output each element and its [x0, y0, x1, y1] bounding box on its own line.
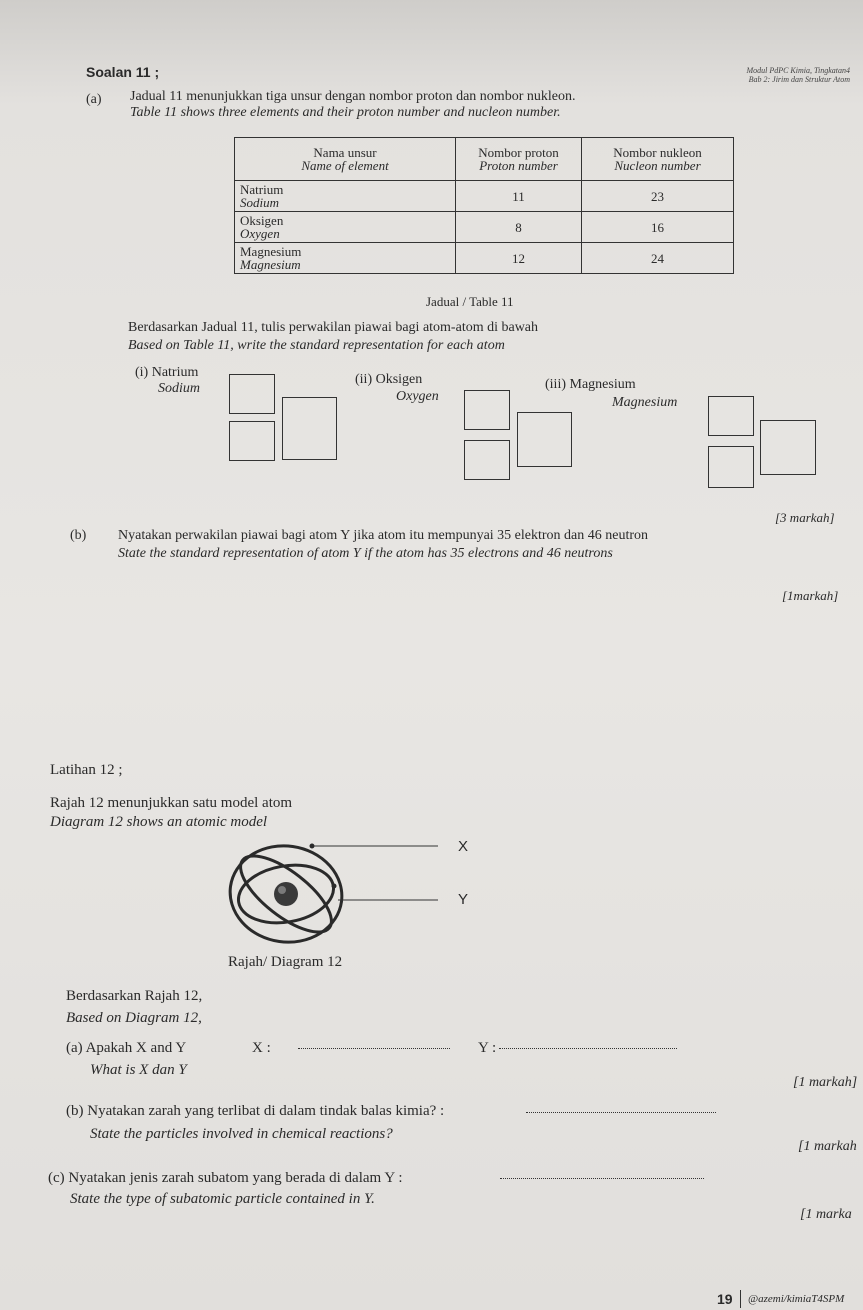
- header-nucleon: Nombor nukleon Nucleon number: [582, 138, 734, 181]
- module-header: Modul PdPC Kimia, Tingkatan4 Bab 2: Jirim dan Struktur Atom: [746, 66, 850, 84]
- sodium-nucleon-box[interactable]: [229, 374, 275, 414]
- magnesium-proton-box[interactable]: [708, 446, 754, 488]
- question-number: Soalan 11 ;: [86, 64, 160, 80]
- q12a-y-label: Y :: [478, 1040, 497, 1056]
- oxygen-proton-box[interactable]: [464, 440, 510, 480]
- q12a-x-label: X :: [252, 1040, 271, 1056]
- label-y: Y: [458, 891, 469, 908]
- atom-oxygen-label-en: Oxygen: [396, 389, 439, 404]
- q12c-text-ms: (c) Nyatakan jenis zarah subatom yang berada di dalam Y :: [48, 1170, 403, 1186]
- electron: [310, 844, 315, 849]
- q12b-text-ms: (b) Nyatakan zarah yang terlibat di dalam tindak balas kimia? :: [66, 1103, 445, 1119]
- footer-handle: @azemi/kimiaT4SPM: [748, 1293, 845, 1305]
- footer-divider: [740, 1290, 741, 1308]
- table-row: Magnesium Magnesium 12 24: [235, 243, 734, 274]
- table-row: Oksigen Oxygen 8 16: [235, 212, 734, 243]
- oxygen-symbol-box[interactable]: [517, 412, 572, 467]
- marks-12c: [1 marka: [800, 1207, 852, 1222]
- atom-magnesium-label-en: Magnesium: [612, 395, 678, 410]
- atom-oxygen-label: (ii) Oksigen: [355, 372, 423, 387]
- q11b-label: (b): [70, 528, 87, 543]
- exercise-intro-ms: Rajah 12 menunjukkan satu model atom: [50, 795, 293, 811]
- q11a-instruction-en: Based on Table 11, write the standard representation for each atom: [128, 338, 505, 353]
- table-11: [234, 137, 734, 274]
- q11b-text-en: State the standard representation of atom Y if the atom has 35 electrons and 46 neutrons: [118, 546, 613, 561]
- q11a-text-ms: Jadual 11 menunjukkan tiga unsur dengan nombor proton dan nombor nukleon.: [130, 89, 576, 104]
- q12c-text-en: State the type of subatomic particle contained in Y.: [70, 1191, 375, 1207]
- atom-sodium-label-en: Sodium: [158, 381, 200, 396]
- q12a-text-ms: (a) Apakah X and Y: [66, 1040, 187, 1056]
- answer-line-12c[interactable]: [500, 1178, 704, 1179]
- nucleus: [274, 882, 298, 906]
- label-x: X: [458, 838, 469, 855]
- answer-line-12b[interactable]: [526, 1112, 716, 1113]
- electron: [332, 884, 337, 889]
- table-row: Natrium Sodium 11 23: [235, 181, 734, 212]
- marks-12a: [1 markah]: [793, 1075, 858, 1090]
- q11a-text-en: Table 11 shows three elements and their proton number and nucleon number.: [130, 105, 561, 120]
- diagram-caption: Rajah/ Diagram 12: [228, 954, 343, 970]
- table-caption: Jadual / Table 11: [426, 294, 514, 309]
- exercise-title: Latihan 12 ;: [50, 762, 123, 778]
- magnesium-nucleon-box[interactable]: [708, 396, 754, 436]
- sodium-symbol-box[interactable]: [282, 397, 337, 460]
- nucleus-highlight: [278, 886, 286, 894]
- header-proton: Nombor proton Proton number: [456, 138, 582, 181]
- q12b-text-en: State the particles involved in chemical reactions?: [90, 1126, 393, 1142]
- q11a-label: (a): [86, 92, 102, 107]
- page-number: 19: [717, 1291, 733, 1307]
- marks-b: [1markah]: [782, 588, 839, 603]
- sodium-proton-box[interactable]: [229, 421, 275, 461]
- marks-12b: [1 markah: [798, 1139, 857, 1154]
- magnesium-symbol-box[interactable]: [760, 420, 816, 475]
- based-on-ms: Berdasarkan Rajah 12,: [66, 988, 203, 1004]
- atom-magnesium-label: (iii) Magnesium: [545, 377, 636, 392]
- exercise-intro-en: Diagram 12 shows an atomic model: [50, 814, 268, 830]
- q11b-text-ms: Nyatakan perwakilan piawai bagi atom Y jika atom itu mempunyai 35 elektron dan 46 neutron: [118, 528, 649, 543]
- atom-sodium-label: (i) Natrium: [135, 365, 199, 380]
- atomic-model-diagram: [226, 838, 476, 958]
- q11a-instruction-ms: Berdasarkan Jadual 11, tulis perwakilan piawai bagi atom-atom di bawah: [128, 320, 539, 335]
- header-element: Nama unsur Name of element: [235, 138, 456, 181]
- based-on-en: Based on Diagram 12,: [66, 1010, 202, 1026]
- q12a-text-en: What is X dan Y: [90, 1062, 187, 1078]
- marks-a: [3 markah]: [775, 510, 835, 525]
- oxygen-nucleon-box[interactable]: [464, 390, 510, 430]
- answer-line-y[interactable]: [499, 1048, 677, 1049]
- answer-line-x[interactable]: [298, 1048, 450, 1049]
